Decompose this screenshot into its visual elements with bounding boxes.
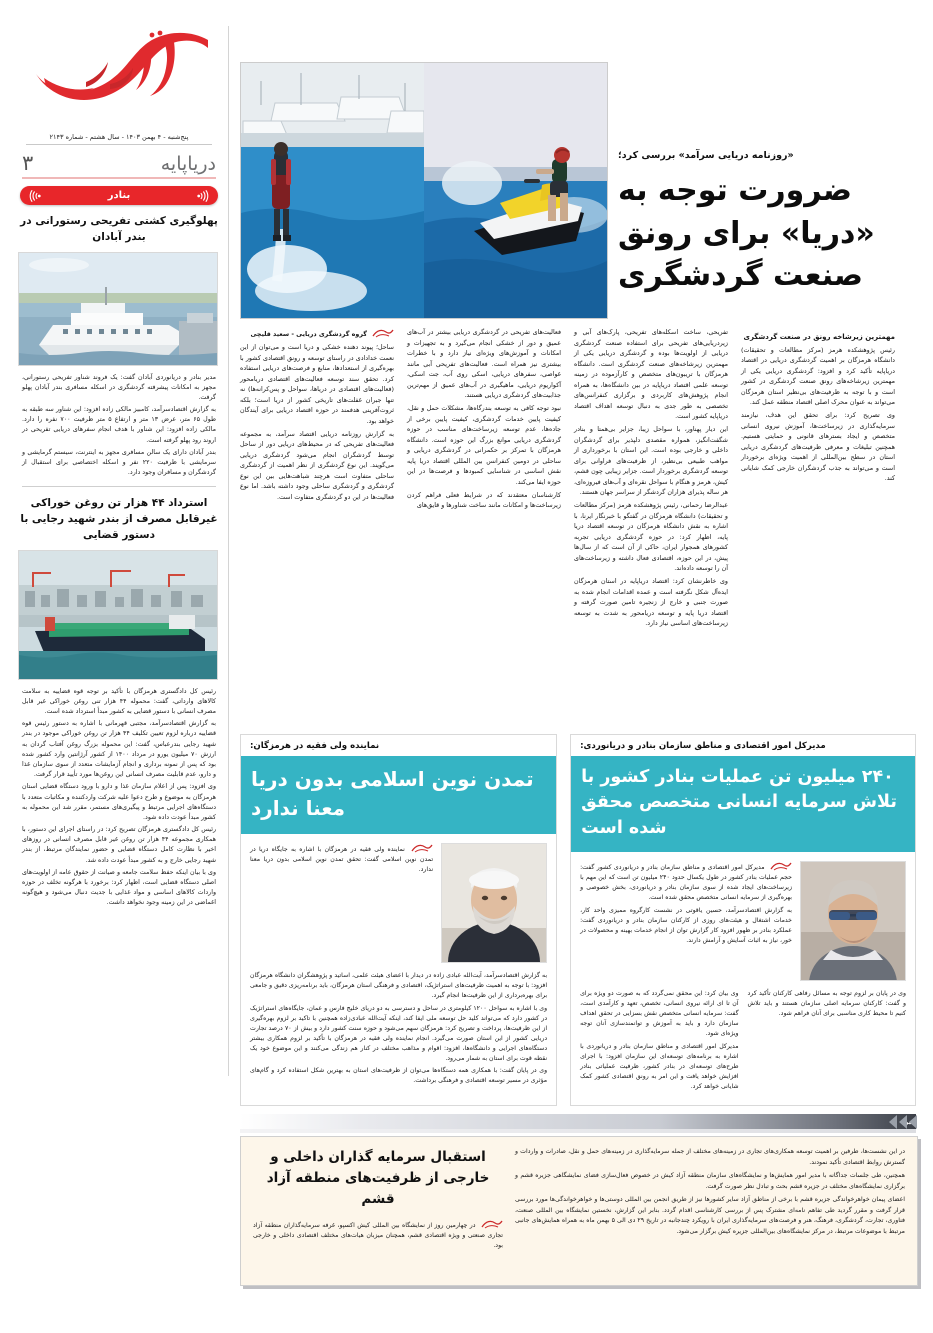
article-column-4 [741,328,895,718]
sidebar [16,26,222,1076]
paragraph: وی با بیان اینکه حفظ سلامت جامعه و صیانت از حقوق عامه از اولویت‌های اصلی دستگاه قضایی است، اظهار کرد: برخورد با هرگونه تخلف در حوزه واردات کالاهای اساسی و مواد غذایی با جدیت دنبال می‌شود و هیچ‌گونه اغماضی در این زمینه وجود نخواهد داشت. [22,868,216,907]
newspaper-logo [16,26,222,131]
feature-kicker: نماینده ولی فقیه در هرمزگان: [250,741,380,751]
paragraph: رئیس پژوهشکده هرمز (مرکز مطالعات و تحقیقات) دانشگاه هرمزگان بر اهمیت گردشگری دریایی در اقتصاد دریاپایه تأکید کرد و افزود: گردشگری دریایی یکی از مهمترین زیرشاخه‌های رونق صنعت گردشگری در کشور است و با توجه به ظرفیت‌های بی‌نظیر استان هرمزگان می‌تواند به عنوان محرک اصلی اقتصاد منطقه عمل کند. [741,346,895,407]
section-header [16,146,222,177]
paragraph: به گزارش اقتصادسرآمد، کامبیز مالکی زاده افزود: این شناور سه طبقه به طول ۶۵ متر، عرض ۱۳ متر و ارتفاع ۵ متر ظرفیت ۷۰۰ نفره را دارد. مالکی زاده افزود: این شناور با هدف انجام سفرهای دریایی تفریحی در اروند رود پهلو گرفته است. [22,406,216,444]
byline: گروه گردشگری دریایی - سعید قلیچی [250,331,367,338]
paragraph: کارشناسان معتقدند که در شرایط فعلی فراهم کردن زیرساخت‌ها و امکانات مانند ساخت شناورها و قایق‌های [407,491,561,510]
signal-wave-icon [28,190,42,202]
paragraph: عبدالرضا رحمانی، رئیس پژوهشکده هرمز (مرکز مطالعات و تحقیقات) دانشگاه هرمزگان در گفتگو با خبرنگار ایرنا، با اشاره به نقش دانشگاه هرمزگان در توسعه اقتصاد دریا پایه، اظهار کرد: در حوزه گردشگری دریایی تجربه کشورهای همجوار ایران، حاکی از آن است که از سال‌ها پیش، در این حوزه، اقتصادی فعال داشته و زیرساخت‌های آن را توسعه داده‌اند. [574,502,728,573]
paragraph: به گزارش روزنامه دریایی اقتصاد سرآمد، به مجموعه فعالیت‌های تفریحی که در محیط‌های دریایی دور از ساحل توسط گردشگران انجام می‌شود گردشگری دریایی می‌گویند. این نوع گردشگری از نظر اهمیت از گردشگری ساحلی متفاوت است هرچند شباهت‌هایی بین این نوع گردشگری و گردشگری ساحلی وجود داشته باشد. اما نوع فعالیت‌ها در این دو گردشگری متفاوت است. [240,430,394,501]
sidebar-story1-headline: پهلوگیری کشتی تفریحی رستورانی در بندر آبادان [20,215,218,243]
main-headline: ضرورت توجه به «دریا» برای رونق صنعت گردشگری [618,173,875,294]
sub-section-label: بنادر [107,190,131,201]
paragraph: رئیس کل دادگستری هرمزگان تصریح کرد: در راستای اجرای این دستور، با همکاری مجموعه ۴۴ هزار تن روغن غیر قابل مصرف انسانی در روزهای اخیر با نظارت کامل دستگاه قضایی و حضور نمایندگان مرتبط، از بندر شهید رجایی خارج و به کشور مبدأ عودت داده شد. [22,826,216,864]
article-subhead: مهمترین زیرشاخه رونق در صنعت گردشگری [743,333,895,341]
feature-lead-text [250,843,433,963]
article-column-3 [574,328,728,718]
byline-paragraph [240,328,394,341]
bottom-headline: استقبال سرمایه گذاران داخلی و خارجی از ظرفیت‌های منطقه آزاد قشم [266,1149,490,1207]
paragraph: وی تصریح کرد: برای تحقق این هدف، نیازمند سرمایه‌گذاری در زیرساخت‌ها، آموزش نیروی انسانی متخصص و ایجاد بسترهای قانونی و حمایتی هستیم. همچنین تبلیغات و معرفی ظرفیت‌های گردشگری دریایی استان در سطح بین‌المللی از اهمیت ویژه‌ای برخوردار است و می‌تواند به جذب گردشگران خارجی کمک شایانی کند. [741,412,895,483]
paragraph: وی خاطرنشان کرد: اقتصاد دریاپایه در استان هرمزگان ایده‌آل شکل نگرفته است و عمده اقدامات انجام شده به صورت جنبی و خارج از زنجیره تامین صورت گرفته و اقتصاد دریا پایه و توسعه دریامحور به شدت به توسعه زیرساخت‌های اساسی نیاز دارد. [574,578,728,628]
lead-text: در چهارمین روز از نمایشگاه بین المللی کیش اکسپو، غرفه سرمایه‌گذاران منطقه آزاد تجاری صنعتی و ویژه اقتصادی قشم، همچنان میزبان هیات‌های مختلف اقتصادی داخلی و خارجی بود. [253,1221,503,1250]
paragraph: وی با اشاره به سواحل ۱۲۰۰ کیلومتری در ساحل و دسترسی به دو دریای خلیج فارس و عمان، جایگاه‌های استراتژیک در کشور دارد که می‌تواند کلید حل توسعه ملی ایفا کند، اینکه آیت‌الله عبادی‌زاده همچنین با تاکید بر لزوم بهره‌گیری از این ظرفیت‌ها، پرداخت و تصریح کرد: هرمزگان سهم می‌شود و حوزه سنت کشور دارد و بیش از ۷۰ درصد تجارت دریایی کشور از این استان صورت می‌گیرد. انجام نماینده ولی فقیه در هرمزگان با تأکید بر لزوم همکاری بیشتر دستگاه‌های اجرایی و دانشگاه‌ها، افزود: اقوام و مذاهب مختلف در کنار هم زندگی می‌کنند و این موضوع خود یک نقطه قوت برای استان به شمار می‌رود. [250,1004,548,1062]
signature-flourish-icon [481,1219,503,1229]
main-kicker: «روزنامه دریایی سرآمد» بررسی کرد؛ [618,150,794,161]
sub-section-banner [20,186,218,205]
bottom-story-box [240,1136,918,1286]
hero-image-pair [240,62,608,319]
news-strip-shadow [240,1129,916,1133]
feature-headline: ۲۴۰ میلیون تن عملیات بنادر کشور با تلاش سرمایه انسانی متخصص محقق شده است [571,756,915,852]
flyboard-rider-photo [241,63,424,318]
logo-calligraphy-icon [24,26,214,128]
sidebar-story1-photo [18,252,218,366]
lead-text: مدیرکل امور اقتصادی و مناطق سازمان بنادر و دریانوردی کشور گفت: حجم عملیات بنادر کشور در طول یکسال حدود ۲۴۰ میلیون تن است که این مهم با زیرساخت‌های ایجاد شده از سوی سازمان بنادر و دریانوردی، بخش خصوصی و بهره‌گیری از سرمایه انسانی متخصص محقق شده است. [580,864,792,902]
sidebar-vertical-rule [228,26,229,1076]
feature-box-cleric [240,734,557,1106]
sidebar-story1-body [22,373,216,479]
paragraph: این دیار پهناور، با سواحل زیبا، جزایر بی‌همتا و بنادر شگفت‌انگیز، همواره مقصدی دلپذیر برای گردشگران داخلی و خارجی بوده است. این استان با برخورداری از مواهب طبیعی بی‌نظیر، از ظرفیت‌های فراوانی برای توسعه گردشگری برخوردار است. جزایر زیبایی چون قشم، کیش، هرمز و هنگام با سواحل نقره‌ای و آب‌های فیروزه‌ای، هر ساله پذیرای هزاران گردشگر از سراسر جهان هستند. [574,426,728,497]
masthead [16,26,222,146]
paragraph: ساحل؛ پیوند دهنده خشکی و دریا است و می‌توان از این نعمت خدادادی در راستای توسعه و رونق اقتصادی کشور با بهره‌گیری از استعدادها، منابع و فرصت‌های دریایی استفاده کرد. تحقق سند توسعه فعالیت‌های اقتصادی دریامحور (فعالیت‌های اقتصادی در دریاها، سواحل و پس‌کرانه‌ها) نه تنها جبران غفلت‌های تاریخی کشور از دریا است؛ بلکه ثروت‌آفرینی هدفمند در حوزه اقتصاد دریایی برای آیندگان خواهد بود. [240,344,394,425]
dateline-rule [26,144,212,145]
dateline: پنج‌شنبه - ۴ بهمن ۱۴۰۳ - سال هشتم - شماره ۲۱۴۳ [49,133,189,141]
signature-flourish-icon [411,843,433,853]
article-column-2 [407,328,561,718]
main-headline-block [618,150,916,298]
feature-body-col [250,971,547,1089]
paragraph: همچنین، طی جلسات جداگانه با مدیر امور همایش‌ها و نمایشگاه‌های سازمان منطقه آزاد کیش در خصوص فعال‌سازی فضای نمایشگاهی جزیره قشم و برگزاری نمایشگاه‌های مختلف در جزیره قشم بحث و تبادل نظر صورت گرفت. [515,1172,905,1190]
paragraph: وی افزود: پس از اعلام سازمان غذا و دارو با ورود دستگاه قضایی استان هرمزگان به موضوع و طرح دعوا علیه شرکت واردکننده و مکاتبات متعدد با دستگاه‌های اجرایی مرتبط و پیگیری‌های مستمر، مقرر شد این محموله به کشور مبدأ عودت داده شود. [22,783,216,821]
feature-lead-text [580,861,792,981]
feature-body-col [580,989,738,1094]
paragraph [250,843,433,875]
paragraph: تفریحی، ساخت اسکله‌های تفریحی، پارک‌های آبی و زیردریایی‌های تفریحی برای استفاده صنعت گردشگری دریایی از اولویت‌ها بوده و گردشگری دریایی یکی از مهمترین زیرشاخه‌های صنعت گردشگری است. دانشگاه هرمزگان با تریبون‌های متخصص و کارآزموده در زمینه توسعه علمی اقتصاد دریاپایه در بین دانشگاه‌ها، به همراه انجام پژوهش‌های کاربردی و برگزاری کنفرانس‌های تخصصی به طور جدی به دنبال توسعه اهداف اقتصاد دریاپایه کشور است. [574,329,728,421]
cleric-portrait-photo [441,843,547,963]
sidebar-divider [22,486,216,487]
feature-boxes [240,734,916,1106]
sidebar-story2-photo [18,550,218,680]
paragraph: مدیرکل امور اقتصادی و مناطق سازمان بنادر و دریانوردی با اشاره به برنامه‌های توسعه‌ای این سازمان افزود: با اجرای طرح‌های توسعه‌ای در بنادر کشور، ظرفیت عملیاتی بنادر افزایش خواهد یافت و این امر به رونق اقتصادی کشور کمک شایانی خواهد کرد. [580,1042,739,1091]
feature-body-col [748,989,906,1094]
lead-text: نماینده ولی فقیه در هرمزگان با اشاره به جایگاه دریا در تمدن نوین اسلامی گفت: تحقق تمدن نوین اسلامی بدون دریا معنا ندارد. [250,846,434,874]
bottom-body [515,1147,905,1251]
paragraph: اعضای پیمان خواهرخواندگی جزیره قشم با برخی از مناطق آزاد سایر کشورها نیز از طریق انجمن بین المللی دوستی‌ها و خواهرخواندگی‌ها مورد بررسی قرار گرفت و مقرر گردید طی تفاهم نامه‌ای مشترک پس از بررسی کارشناسی اقدام گردد. بنابر این گزارش، نخستین نمایشگاه بین المللی صنعت، فناوری، تجارت، گردشگری، فرهنگ، هنر و فرصت‌های سرمایه‌گذاری ایران با رویکرد چندجانبه در تاریخ ۲۹ دی الی ۵ بهمن ماه به همراه همایش‌های جانبی مرتبط با موضوعات مرتبط، در مرکز نمایشگاه‌های بین‌المللی جزیره کیش برگزار می‌شود. [515,1196,905,1235]
article-column-1 [240,328,394,718]
signature-flourish-icon [770,861,792,871]
sidebar-story2-body [22,687,216,909]
section-underline [22,177,216,179]
paragraph: در این نشست‌ها، طرفین بر اهمیت توسعه همکاری‌های تجاری در زمینه‌های مختلف از جمله سرمایه‌گذاری در زمینه‌های حمل و نقل، صادرات و واردات و گسترش روابط اقتصادی تأکید نمودند. [515,1148,905,1166]
news-strip [240,1114,916,1129]
feature-box-ports-official [570,734,916,1106]
paragraph: وی در پایان گفت: با همکاری همه دستگاه‌ها می‌توان از ظرفیت‌های استان به بهترین شکل استفاده کرد و گام‌های مؤثری در مسیر توسعه اقتصادی و فرهنگی برداشت. [250,1067,548,1085]
paragraph: به گزارش اقتصادسرآمد، حسین یاقوتی در نشست کارگروه ممیزی واحد کار، خدمات اشتغال و هیئت‌های روزی از کارکنان سازمان بنادر و دریانوردی گفت: عملکرد بنادر بر ظهور افزود کار گزارش توان از انجام خدمات بهینه و محصولات در خور، نیاز به اثبات آسایش و آرامش دارند. [580,906,792,944]
bottom-headline-col [253,1147,503,1251]
paragraph [580,861,792,903]
jet-ski-rider-photo [424,63,607,318]
page-number: ۳ [22,151,34,175]
section-title: دریاپایه [160,153,216,175]
paragraph: نبود توجه کافی به توسعه بندرگاه‌ها، مشکلات حمل و نقل، کیفیت پایین خدمات گردشگری، کیفیت پایین برخی از جاده‌ها، عدم توسعه زیرساخت‌های مناسب در حوزه گردشگری دریایی موانع بزرگ این حوزه است. دانشگاه هرمزگان با تمرکز بر حکمرانی در گردشگری دریایی و ساحلی در دومین کنفرانس بین المللی اقتصاد دریا پایه نقش اساسی در شناسایی کمبودها و فرصت‌ها در این حوزه ایفا می‌کند. [407,405,561,486]
signal-wave-icon [196,190,210,202]
paragraph: وی در پایان بر لزوم توجه به مسائل رفاهی کارکنان تأکید کرد و گفت: کارکنان سرمایه اصلی سازمان هستند و باید تلاش کنیم تا محیط کاری مناسبی برای آنان فراهم شود. [747,990,906,1018]
official-portrait-photo [800,861,906,981]
paragraph: رئیس کل دادگستری هرمزگان با تأکید بر توجه قوه قضاییه به سلامت کالاهای وارداتی، گفت: محموله ۴۴ هزار تنی روغن خوراکی غیر قابل مصرف انسانی با دستور قضایی به کشور مبدأ استرداد شده است. [22,687,216,715]
feature-kicker: مدیرکل امور اقتصادی و مناطق سازمان بنادر و دریانوردی: [580,741,826,751]
sidebar-story2-headline: استرداد ۴۴ هزار تن روغن خوراکی غیرقابل مصرف از بندر شهید رجایی با دستور قضایی [20,497,218,541]
signature-flourish-icon [372,328,394,338]
main-article-body [240,328,916,718]
paragraph: وی بیان کرد: این محقق نمی‌گردد که به صورت دو ویژه برای آن تا ای ارائه نیروی انسانی، تخصص، تعهد و کارآمدی است، گفت: سرمایه انسانی متخصص نقش بسزایی در تحقق اهداف سازمان دارد و باید به آموزش و توانمندسازی آنان توجه ویژه‌ای شود. [580,990,739,1038]
paragraph: فعالیت‌های تفریحی در گردشگری دریایی بیشتر در آب‌های عمیق و دور از خشکی انجام می‌گیرد و به تجهیزات و امکانات و آموزش‌های ویژه‌ای نیاز دارد و با خطرات بیشتری نیز همراه است. فعالیت‌های تفریحی آبی مانند غواصی، سفرهای دریایی، اسکی روی آب، جت اسکی، آکواریوم دریایی، ماهیگیری در آب‌های عمیق از مهم‌ترین جذابیت‌های گردشگری دریایی هستند. [407,329,561,400]
feature-headline: تمدن نوین اسلامی بدون دریا معنا ندارد [241,756,556,834]
triple-arrow-icon [889,1114,917,1129]
news-strip-label: خبر [904,1117,916,1126]
paragraph: بندر آبادان دارای یک سالن مسافری مجهز به اینترنت، سیستم گرمایشی و سرمایشی با ظرفیت ۲۲۰ نفر و اسکله اختصاصی برای استقبال از گردشگران و مسافران وجود دارد. [22,448,216,477]
bottom-lead [253,1219,503,1252]
paragraph: مدیر بنادر و دریانوردی آبادان گفت: یک فروند شناور تفریحی رستورانی، مجهز به امکانات پیشرفته گردشگری در اسکله مسافری بندر آبادان پهلو گرفت. [22,373,216,401]
paragraph: به گزارش اقتصادسرآمد، آیت‌الله عبادی زاده در دیدار با اعضای هیئت علمی، اساتید و پژوهشگران دانشگاه هرمزگان افزود: با توجه به اهمیت ظرفیت‌های استراتژیک، اقتصادی و فرهنگی استان هرمزگان، باید برنامه‌ریزی دقیق و جامعی برای بهره‌برداری از این ظرفیت‌ها انجام گیرد. [250,972,548,1000]
paragraph: به گزارش اقتصادسرآمد، مجتبی قهرمانی با اشاره به دستور رئیس قوه قضاییه درباره لزوم تعیین تکلیف ۴۴ هزار تن روغن خوراکی موجود در بندر شهید رجایی بندرعباس، گفت: این محموله بزرگ روغن آفتاب گردان به ارزش ۷۰ میلیون یورو در مرداد ۱۴۰۰ از کشور آرژانتین وارد کشور شده بود که پس از نمونه برداری و انجام آزمایشات متعدد از سوی سازمان غذا و دارو، عدم قابلیت مصرف انسانی این روغن‌ها مورد تأیید قرار گرفت. [22,720,217,779]
